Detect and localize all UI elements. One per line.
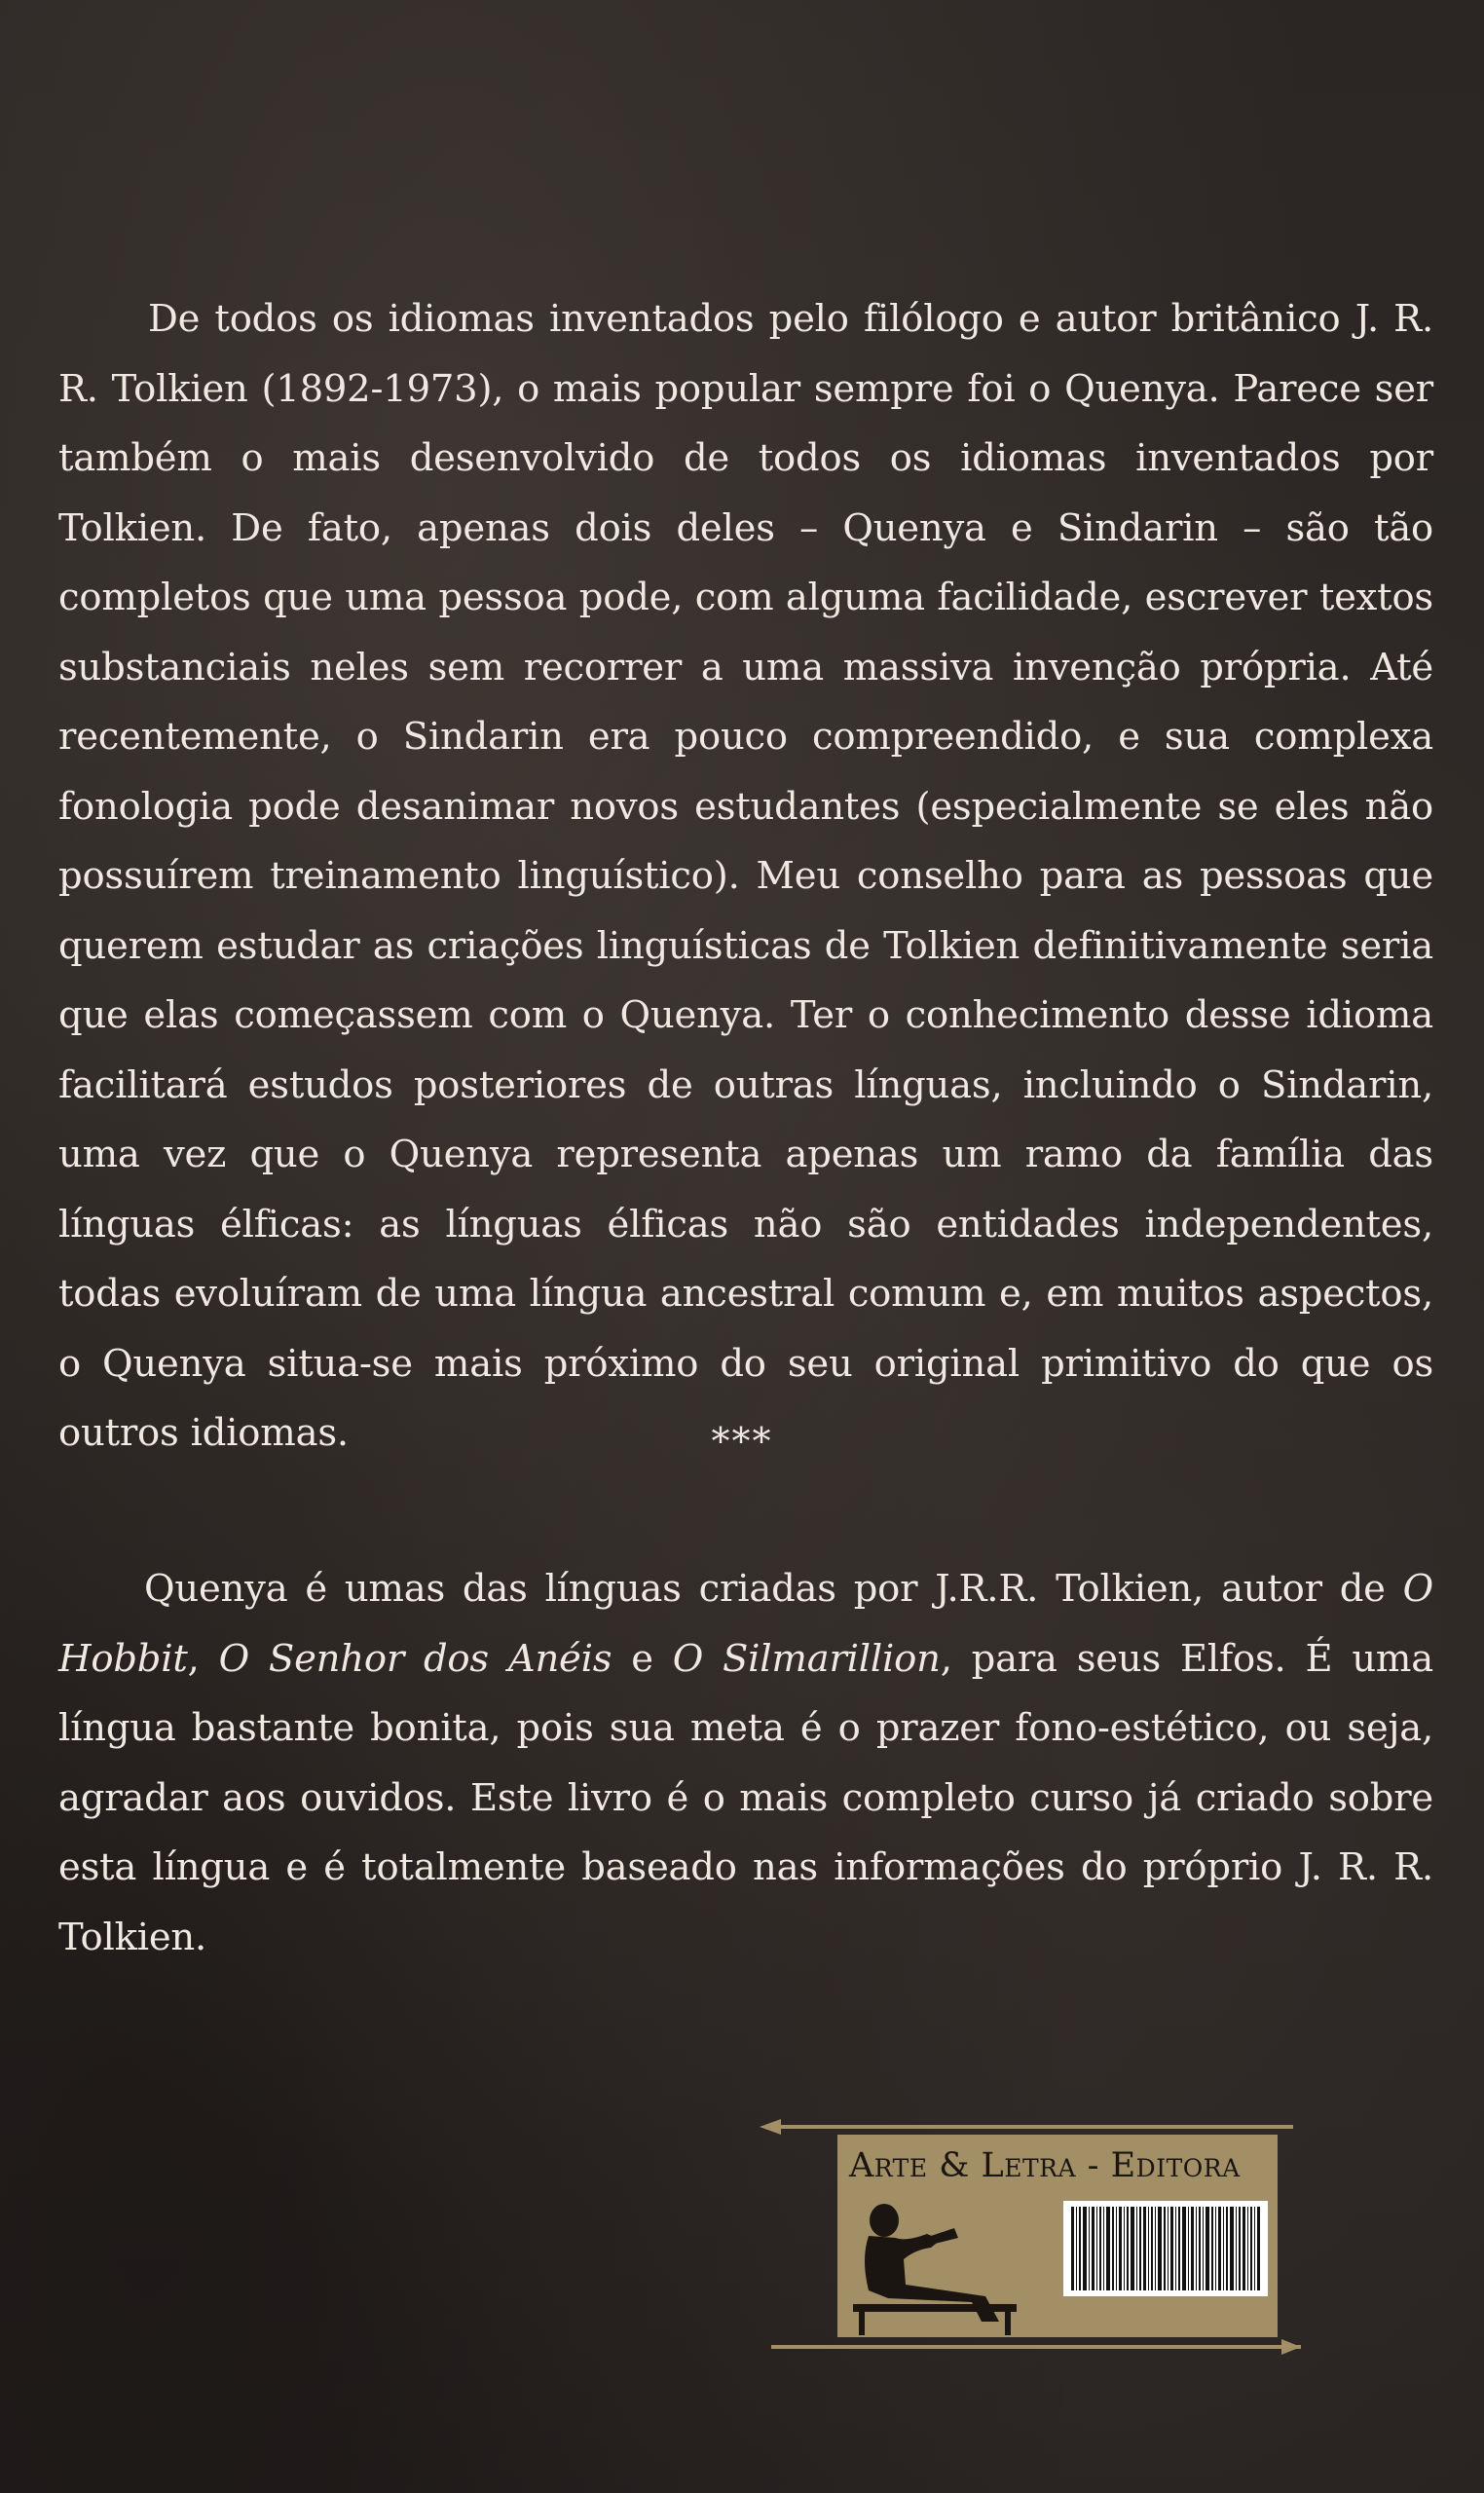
publisher-logo <box>760 2113 1305 2371</box>
blurb-paragraph-1: De todos os idiomas inventados pelo filólogo e autor britânico J. R. R. Tolkien (1892-1973), o mais popular sempre foi o Quenya. Parece ser também o mais desenvolvido de todos os idiomas inventados por Tolkien. De fato, apenas dois deles – Quenya e Sindarin – são tão completos que uma pessoa pode, com alguma facilidade, escrever textos substanciais neles sem recorrer a uma massiva invenção própria. Até recentemente, o Sindarin era pouco compreendido, e sua complexa fonologia pode desanimar novos estudantes (especialmente se eles não possuírem treinamento linguístico). Meu conselho para as pessoas que querem estudar as criações linguísticas de Tolkien definitivamente seria que elas começassem com o Quenya. Ter o conhecimento desse idioma facilitará estudos posteriores de outras línguas, incluindo o Sindarin, uma vez que o Quenya representa apenas um ramo da família das línguas élficas: as línguas élficas não são entidades independentes, todas evoluíram de uma língua ancestral comum e, em muitos aspectos, o Quenya situa-se mais próximo do seu original primitivo do que os outros idiomas. <box>58 297 1433 1455</box>
blurb-text: Quenya é umas das línguas criadas por J.R.R. Tolkien, autor de <box>144 1567 1403 1611</box>
blurb-text: e <box>612 1636 673 1681</box>
barcode-icon <box>1071 2207 1260 2290</box>
blurb-text: , para seus Elfos. É uma língua bastante bonita, pois sua meta é o prazer fono-estético, ou seja, agradar aos ouvidos. Este livro é o mais completo curso já criado sobre esta língua e é totalmente baseado nas informações do próprio J. R. R. Tolkien. <box>58 1636 1433 1959</box>
blurb-paragraph-2 <box>58 1554 1433 1972</box>
blurb-text: , <box>187 1636 219 1681</box>
section-separator: *** <box>711 1420 773 1463</box>
book-title-hobbit: O Hobbit <box>58 1567 1433 1681</box>
publisher-name: Arte & Letra - Editora <box>849 2146 1241 2185</box>
barcode <box>1063 2201 1268 2296</box>
book-title-silmarillion: O Silmarillion <box>672 1636 941 1681</box>
book-title-lotr: O Senhor dos Anéis <box>218 1636 612 1681</box>
